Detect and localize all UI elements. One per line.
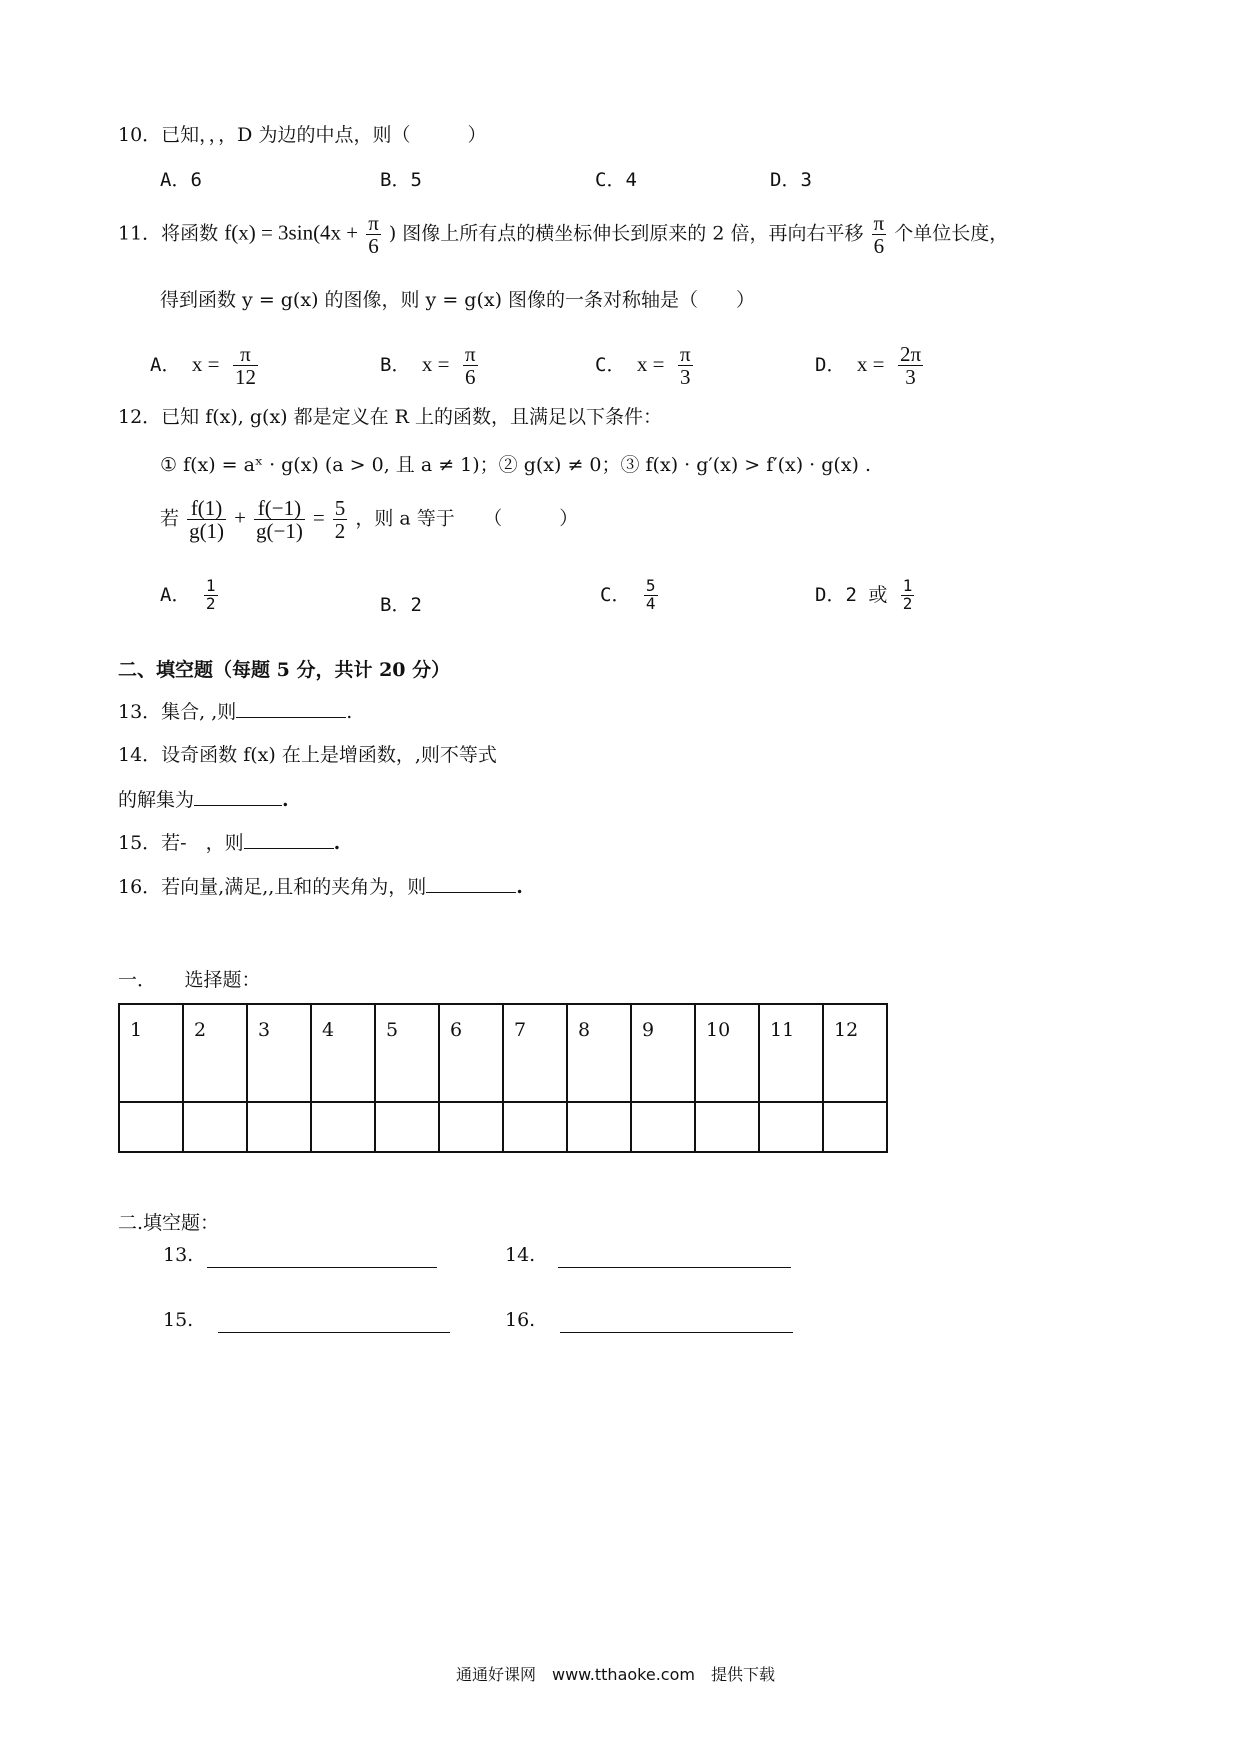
answer-cell-blank — [119, 1102, 183, 1152]
answer-cell-number: 12 — [823, 1004, 887, 1102]
answer-cell-blank — [247, 1102, 311, 1152]
fraction-denominator: 6 — [368, 234, 379, 259]
q12-conditions: ① f(x) = aˣ · g(x) (a > 0, 且 a ≠ 1)；② g(x) ≠ 0；③ f(x) · g′(x) > f′(x) · g(x) . — [160, 454, 872, 476]
q12-equation: 若 $\frac{f(1)}{g(1)}$ + $\frac{f(-1)}{g(-1)}$ = $\frac{5}{2}$ ，则 a 等于 （ ） — [160, 496, 579, 544]
q11-function: f(x) = 3sin(4x + — [224, 220, 359, 245]
section2-title: 二、填空题（每题 5 分，共计 20 分） — [118, 659, 451, 681]
answer-grid — [118, 1003, 888, 1153]
answer-cell-blank — [311, 1102, 375, 1152]
fill-label-13: 13. — [163, 1244, 194, 1266]
fill-label-15: 15. — [163, 1309, 194, 1331]
answer-cell-blank — [631, 1102, 695, 1152]
q15-line: 15．若- ，则 . — [118, 832, 341, 854]
q12-option-d: D．2 或 $\frac{1}{2}$ — [815, 576, 913, 613]
q10-option-b: B．5 — [380, 169, 422, 191]
q11-line2: 得到函数 y = g(x) 的图像，则 y = g(x) 图像的一条对称轴是（ ） — [160, 289, 756, 311]
answer-cell-number: 7 — [503, 1004, 567, 1102]
answer-cell-blank — [695, 1102, 759, 1152]
q11-shift-fraction — [872, 212, 887, 257]
answer-cell-blank — [503, 1102, 567, 1152]
fill-line-15 — [218, 1332, 450, 1333]
q11-middle: ) 图像上所有点的横坐标伸长到原来的 2 倍，再向右平移 — [388, 222, 864, 245]
q14-line1: 14．设奇函数 f(x) 在上是增函数，,则不等式 — [118, 744, 497, 766]
q15-blank — [244, 848, 334, 849]
q11-suffix: 个单位长度， — [894, 222, 1009, 245]
fraction-denominator: 6 — [873, 234, 885, 259]
q16-blank — [426, 892, 516, 893]
answer-cell-number: 1 — [119, 1004, 183, 1102]
q12-option-b: B．2 — [380, 594, 422, 616]
q14-blank — [194, 805, 282, 806]
answer-cell-number: 4 — [311, 1004, 375, 1102]
q12-stem: 12．已知 f(x), g(x) 都是定义在 R 上的函数，且满足以下条件： — [118, 406, 662, 428]
q10-option-c: C．4 — [595, 169, 637, 191]
answer-cell-blank — [567, 1102, 631, 1152]
fraction-numerator: π — [873, 211, 885, 235]
answer-cell-number: 2 — [183, 1004, 247, 1102]
q14-line2: 的解集为 . — [118, 789, 289, 811]
answer-grid-header-row — [119, 1004, 887, 1102]
q11-option-b: B． x = $\frac{\pi}{6}$ — [380, 342, 476, 390]
q11-pi-over-6 — [366, 212, 381, 257]
q11-line1 — [118, 212, 1008, 257]
answer-cell-number: 11 — [759, 1004, 823, 1102]
q11-prefix: 11．将函数 — [118, 222, 219, 245]
answer-cell-number: 8 — [567, 1004, 631, 1102]
fill-line-13 — [207, 1267, 437, 1268]
answer-cell-number: 3 — [247, 1004, 311, 1102]
answer-grid-answer-row — [119, 1102, 887, 1152]
answer-cell-blank — [375, 1102, 439, 1152]
fill-heading: 二.填空题： — [118, 1212, 220, 1234]
answer-cell-blank — [759, 1102, 823, 1152]
answer-cell-number: 6 — [439, 1004, 503, 1102]
q11-option-d: D． x = $\frac{2\pi}{3}$ — [815, 342, 922, 390]
q12-option-c: C． $\frac{5}{4}$ — [600, 576, 656, 613]
mc-heading: 一． 选择题： — [118, 969, 261, 991]
q13-line: 13．集合, ,则 . — [118, 701, 353, 723]
q10-option-a: A．6 — [160, 169, 202, 191]
footer-credit: 通通好课网 www.tthaoke.com 提供下载 — [456, 1665, 775, 1684]
answer-cell-number: 5 — [375, 1004, 439, 1102]
fill-line-16 — [560, 1332, 793, 1333]
q10-stem: 10．已知，，，D 为边的中点，则（ ） — [118, 124, 487, 146]
q16-line: 16．若向量,满足,,且和的夹角为，则 . — [118, 876, 523, 898]
answer-cell-blank — [823, 1102, 887, 1152]
answer-cell-blank — [183, 1102, 247, 1152]
fill-label-14: 14. — [505, 1244, 536, 1266]
answer-cell-blank — [439, 1102, 503, 1152]
fraction-numerator: π — [368, 211, 379, 235]
fill-line-14 — [558, 1267, 791, 1268]
q13-blank — [236, 717, 346, 718]
q11-option-a: A． x = $\frac{\pi}{12}$ — [150, 342, 256, 390]
answer-cell-number: 9 — [631, 1004, 695, 1102]
q10-option-d: D．3 — [770, 169, 812, 191]
q12-option-a: A． $\frac{1}{2}$ — [160, 576, 216, 613]
q11-option-c: C． x = $\frac{\pi}{3}$ — [595, 342, 691, 390]
fill-label-16: 16. — [505, 1309, 536, 1331]
answer-cell-number: 10 — [695, 1004, 759, 1102]
